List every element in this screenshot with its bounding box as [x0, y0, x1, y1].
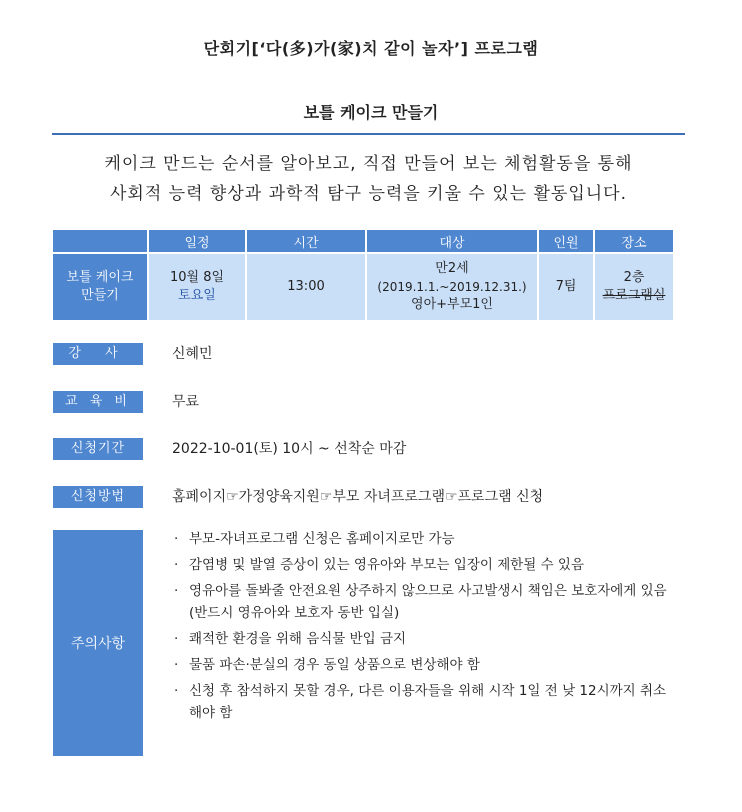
target-cell — [366, 253, 538, 320]
schedule-header-place: 장소 — [594, 230, 673, 253]
schedule-header-target: 대상 — [366, 230, 538, 253]
time-cell: 13:00 — [246, 253, 366, 320]
application-period-label: 신청기간 — [53, 438, 143, 460]
date-text: 10월 8일 — [169, 270, 225, 285]
program-name-line-1: 보틀 케이크 — [66, 270, 134, 285]
program-name-cell — [53, 253, 148, 320]
program-title: 단회기[‘다(多)가(家)치 같이 놀자’] 프로그램 — [203, 39, 539, 58]
notice-label: 주의사항 — [53, 530, 143, 756]
intro-line-1: 케이크 만드는 순서를 알아보고, 직접 만들어 보는 체험활동을 통해 — [104, 154, 633, 174]
schedule-row — [53, 253, 673, 320]
instructor-value: 신혜민 — [172, 346, 213, 362]
notice-item: · 부모-자녀프로그램 신청은 홈페이지로만 가능 — [172, 528, 672, 550]
notice-item: · 물품 파손·분실의 경우 동일 상품으로 변상해야 함 — [172, 654, 672, 676]
fee-value: 무료 — [172, 394, 200, 410]
place-room: 프로그램실 — [602, 288, 666, 303]
notice-item: · 쾌적한 환경을 위해 음식물 반입 금지 — [172, 628, 672, 650]
place-cell — [594, 253, 673, 320]
intro-line-2: 사회적 능력 향상과 과학적 탐구 능력을 키울 수 있는 활동입니다. — [109, 184, 627, 204]
schedule-header-corner — [53, 230, 148, 253]
date-cell — [148, 253, 246, 320]
target-participants: 영아+부모1인 — [411, 297, 493, 312]
day-of-week: 토요일 — [178, 288, 216, 303]
target-age: 만2세 — [435, 261, 469, 276]
notice-item: · 감염병 및 발열 증상이 있는 영유아와 부모는 입장이 제한될 수 있음 — [172, 554, 672, 576]
place-floor: 2층 — [623, 270, 645, 285]
target-birth-range: (2019.1.1.~2019.12.31.) — [377, 280, 527, 294]
application-method-label: 신청방법 — [53, 486, 143, 508]
program-name-line-2: 만들기 — [81, 288, 119, 303]
notice-list — [172, 528, 672, 728]
schedule-table — [53, 230, 673, 320]
schedule-header-date: 일정 — [148, 230, 246, 253]
intro-text — [52, 149, 685, 209]
notice-item: · 영유아를 돌봐줄 안전요원 상주하지 않으므로 사고발생시 책임은 보호자에게 있음 (반드시 영유아와 보호자 동반 입실) — [172, 580, 672, 624]
title-divider — [52, 133, 685, 135]
schedule-header-capacity: 인원 — [538, 230, 594, 253]
schedule-header-time: 시간 — [246, 230, 366, 253]
schedule-header-row — [53, 230, 673, 253]
application-method-value: 홈페이지☞가정양육지원☞부모 자녀프로그램☞프로그램 신청 — [172, 489, 544, 505]
instructor-label: 강 사 — [53, 343, 143, 365]
notice-item: · 신청 후 참석하지 못할 경우, 다른 이용자들을 위해 시작 1일 전 낮 12시까지 취소해야 함 — [172, 680, 672, 724]
page-subtitle: 보틀 케이크 만들기 — [303, 103, 439, 122]
application-period-value: 2022-10-01(토) 10시 ~ 선착순 마감 — [172, 441, 407, 457]
capacity-cell: 7팀 — [538, 253, 594, 320]
fee-label: 교 육 비 — [53, 391, 143, 413]
